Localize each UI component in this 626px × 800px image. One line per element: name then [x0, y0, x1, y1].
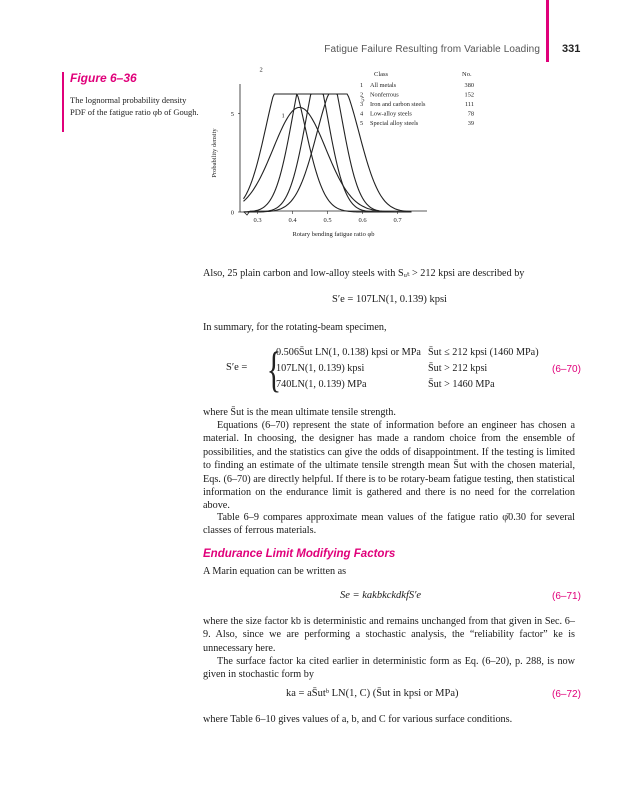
figure-label: Figure 6–36	[70, 71, 137, 85]
equation-se-high: S′e = 107LN(1, 0.139) kpsi	[332, 294, 447, 305]
x-tick-label: 0.5	[323, 217, 332, 224]
header-rule	[546, 0, 549, 62]
legend-row-id: 4	[360, 110, 364, 118]
chart-legend	[360, 71, 474, 127]
y-tick-label: 0	[230, 209, 234, 217]
x-tick-label: 0.7	[393, 217, 402, 224]
x-axis-label: Rotary bending fatigue ratio φb	[292, 231, 375, 238]
paragraph-7: where the size factor kb is deterministic and remains unchanged from that given in Sec. 6–9. Also, since we are performing a stochastic analysis, the “reliability factor” ke is unnecessary here.	[203, 616, 575, 654]
equation-6-72: ka = aS̄utᵇ LN(1, C) (S̄ut in kpsi or MPa)	[286, 688, 459, 699]
curve-label-5: 5	[361, 96, 365, 104]
legend-row-id: 2	[360, 91, 364, 99]
paragraph-3: where S̄ut is the mean ultimate tensile strength.	[203, 407, 396, 418]
equation-number-6-70: (6–70)	[552, 364, 581, 375]
running-title: Fatigue Failure Resulting from Variable Loading	[324, 44, 540, 55]
legend-row-no: 78	[467, 110, 474, 118]
legend-row-name: All metals	[370, 82, 397, 89]
paragraph-6: A Marin equation can be written as	[203, 566, 347, 577]
page-number: 331	[562, 43, 581, 55]
legend-row-no: 39	[467, 120, 474, 127]
chart-curve-labels	[260, 66, 365, 119]
case-row-3: 740LN(1, 0.139) MPa	[276, 379, 367, 390]
x-tick-label: 0.3	[253, 217, 262, 224]
paragraph-4: Equations (6–70) represent the state of information before an engineer has chosen a material. In choosing, the designer has made a random choice from the ensemble of possibilities, and the statistics can give the odds of disappointment. If the testing is limited to finding an estimate of the ultimate tensile strength mean S̄ut with the chosen material, Eqs. (6–70) are directly helpful. If there is to be rotary-beam fatigue testing, then statistical information on the endurance limit is gathered and there is no need for the correlation above.	[203, 420, 575, 512]
equation-6-70-lhs: S′e =	[226, 362, 248, 373]
legend-row-name: Nonferrous	[370, 91, 399, 99]
figure-caption: The lognormal probability density PDF of the fatigue ratio φb of Gough.	[70, 95, 199, 117]
legend-row-name: Low-alloy steels	[370, 110, 412, 118]
paragraph-9: where Table 6–10 gives values of a, b, and C for various surface conditions.	[203, 714, 513, 725]
legend-row-id: 1	[360, 82, 364, 89]
paragraph-8: The surface factor ka cited earlier in deterministic form as Eq. (6–20), p. 288, is now given in stochastic form by	[203, 656, 575, 681]
legend-row-id: 3	[360, 101, 364, 108]
section-heading: Endurance Limit Modifying Factors	[203, 548, 396, 560]
paragraph-1: Also, 25 plain carbon and low-alloy steels with Sᵤₜ > 212 kpsi are described by	[203, 268, 525, 279]
legend-row-name: Iron and carbon steels	[370, 101, 426, 108]
legend-row-name: Special alloy steels	[370, 120, 419, 127]
legend-header-class: Class	[374, 71, 389, 78]
equation-brace: {	[266, 341, 282, 397]
y-tick-label: 5	[230, 111, 234, 119]
figure-accent-bar	[62, 72, 64, 132]
equation-6-71: Se = kakbkckdkfS′e	[340, 590, 422, 601]
legend-row-no: 380	[464, 82, 474, 89]
curve-label-2: 2	[259, 66, 263, 74]
case-cond-3: S̄ut > 1460 MPa	[428, 379, 495, 390]
case-cond-2: S̄ut > 212 kpsi	[428, 363, 488, 374]
lognormal-pdf-chart	[190, 66, 610, 238]
x-tick-label: 0.4	[288, 217, 297, 224]
case-cond-1: S̄ut ≤ 212 kpsi (1460 MPa)	[428, 347, 539, 358]
legend-row-no: 111	[465, 101, 474, 108]
equation-number-6-72: (6–72)	[552, 689, 581, 700]
case-row-1: 0.506S̄ut LN(1, 0.138) kpsi or MPa	[276, 347, 421, 358]
paragraph-5: Table 6–9 compares approximate mean values of the fatigue ratio φ̄0.30 for several classes of ferrous materials.	[203, 512, 575, 537]
legend-row-id: 5	[360, 120, 364, 127]
y-axis-label: Probability density	[211, 128, 218, 178]
equation-number-6-71: (6–71)	[552, 591, 581, 602]
paragraph-2: In summary, for the rotating-beam specimen,	[203, 322, 387, 333]
legend-header-no: No.	[462, 71, 472, 78]
legend-row-no: 152	[464, 91, 474, 99]
case-row-2: 107LN(1, 0.139) kpsi	[276, 363, 365, 374]
x-tick-label: 0.6	[358, 217, 367, 224]
curve-label-1: 1	[281, 112, 285, 120]
